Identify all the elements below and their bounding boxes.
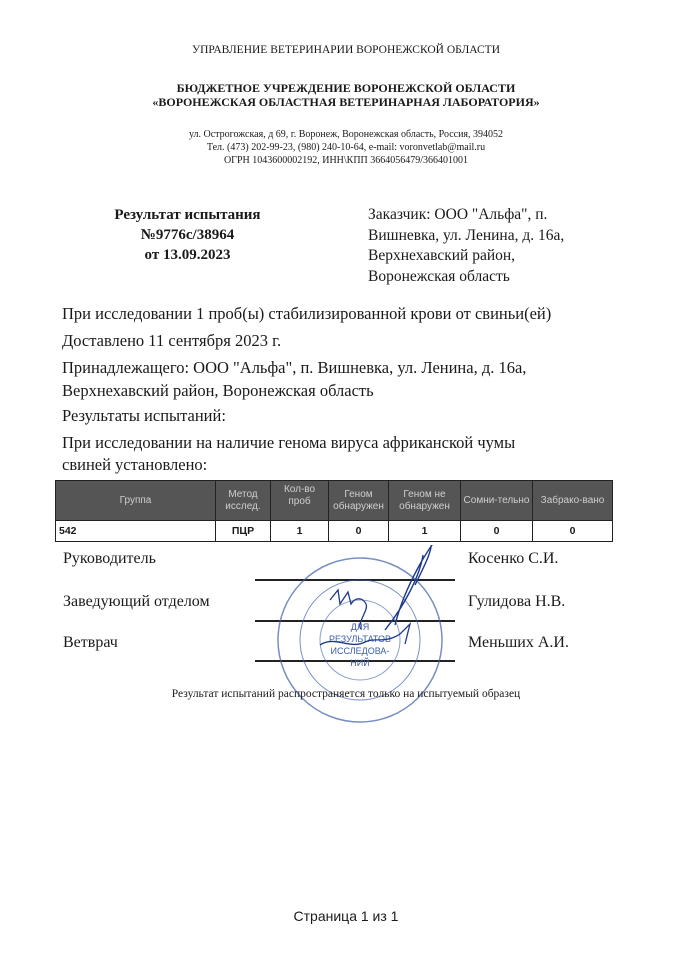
table-row [56,521,613,542]
result-title: Результат испытания [114,207,261,223]
column-header: Геном не обнаружен [389,481,461,521]
column-header: Забрако-вано [533,481,613,521]
body-text: Доставлено 11 сентября 2023 г. [62,331,282,350]
customer-line: Воронежская область [368,267,510,285]
signature-role: Ветврач [63,634,118,651]
column-header: Группа [56,481,216,521]
cell-detected: 0 [329,521,389,542]
table-header-row [56,481,613,521]
body-text: Верхнехавский район, Воронежская область [62,381,374,400]
signature-scribble [330,590,366,629]
department-header: УПРАВЛЕНИЕ ВЕТЕРИНАРИИ ВОРОНЕЖСКОЙ ОБЛАСТИ [191,44,501,56]
customer-line: Верхнехавский район, [368,247,516,264]
footer-note: Результат испытаний распространяется только на испытуемый образец [171,688,521,700]
customer-block [368,205,648,287]
cell-method: ПЦР [216,521,271,542]
signature-name: Косенко С.И. [468,550,559,567]
org-registry: ОГРН 1043600002192, ИНН\КПП 3664056479/366401001 [223,155,469,166]
body-text: При исследовании на наличие генома вируса африканской чумы [62,433,516,452]
stamp-center-text: РЕЗУЛЬТАТОВ [328,634,392,644]
cell-not-detected: 1 [389,521,461,542]
signature-name: Гулидова Н.В. [468,593,566,610]
org-name-line1: БЮДЖЕТНОЕ УЧРЕЖДЕНИЕ ВОРОНЕЖСКОЙ ОБЛАСТИ [176,81,516,95]
org-contacts: Тел. (473) 202-99-23, (980) 240-10-64, e-mail: voronvetlab@mail.ru [206,142,486,153]
result-heading [90,205,285,265]
signature-name: Меньших А.И. [468,634,569,651]
body-text: Результаты испытаний: [62,406,226,425]
stamp-center-text: ИССЛЕДОВА- [330,646,390,656]
customer-line: Заказчик: ООО "Альфа", п. [368,206,548,223]
org-name-line2: «ВОРОНЕЖСКАЯ ОБЛАСТНАЯ ВЕТЕРИНАРНАЯ ЛАБОРАТОРИЯ» [152,95,540,109]
signature-role: Заведующий отделом [63,593,210,610]
result-date: от 13.09.2023 [144,247,231,263]
cell-doubtful: 0 [461,521,533,542]
result-number: №9776с/38964 [140,227,235,243]
cell-sample-count: 1 [271,521,329,542]
customer-line: Вишневка, ул. Ленина, д. 16а, [368,226,565,244]
body-text: Принадлежащего: ООО "Альфа", п. Вишневка, ул. Ленина, д. 16а, [62,358,527,377]
page-number: Страница 1 из 1 [293,908,399,924]
stamp-center-text: НИЙ [350,658,370,668]
body-text: При исследовании 1 проб(ы) стабилизированной крови от свиньи(ей) [62,304,552,323]
signature-role: Руководитель [63,550,156,567]
column-header: Метод исслед. [216,481,271,521]
body-text: свиней установлено: [62,455,208,474]
column-header: Кол-во проб [271,481,329,521]
cell-group: 542 [56,521,216,542]
org-address: ул. Острогожская, д 69, г. Воронеж, Воронежская область, Россия, 394052 [188,129,504,140]
column-header: Сомни-тельно [461,481,533,521]
cell-rejected: 0 [533,521,613,542]
stamp-center-text: ДЛЯ [350,622,370,632]
column-header: Геном обнаружен [329,481,389,521]
results-table [55,480,613,542]
